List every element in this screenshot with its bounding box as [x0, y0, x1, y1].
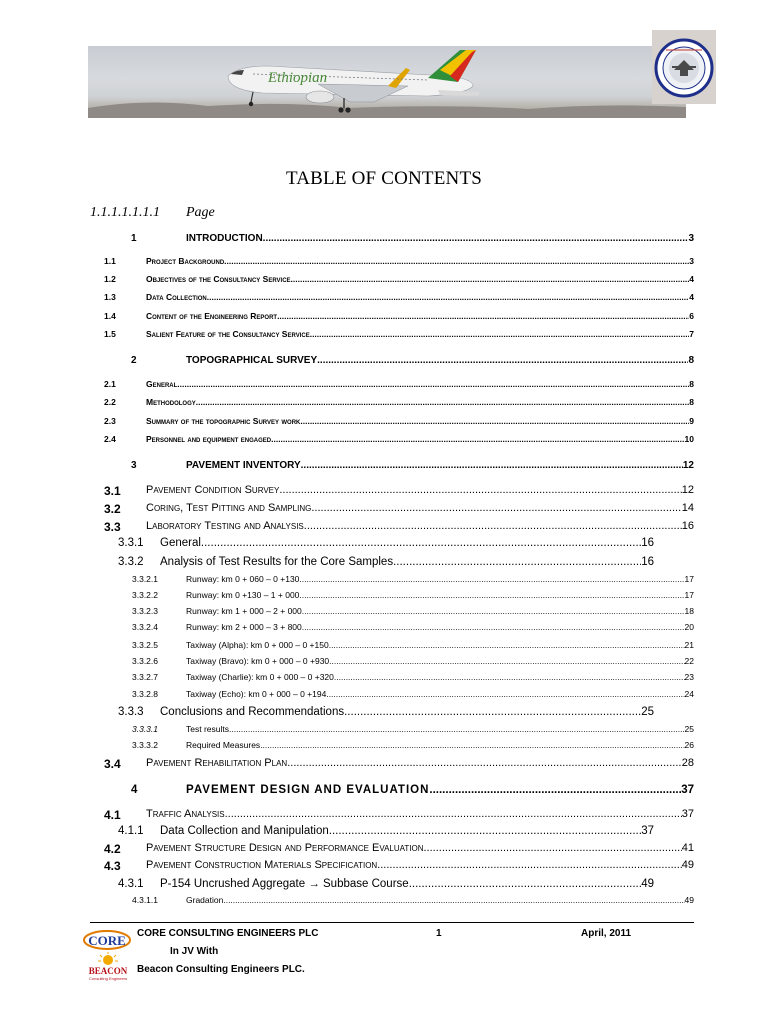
toc-entry-page: 23	[684, 672, 694, 682]
toc-entry-number: 3.3.2.4	[132, 622, 158, 632]
footer-partner: Beacon Consulting Engineers PLC.	[137, 964, 305, 975]
toc-leader-dots	[201, 537, 641, 549]
footer-divider	[90, 922, 694, 923]
toc-entry-page: 26	[684, 740, 694, 750]
toc-entry-title: Taxiway (Bravo): km 0 + 000 – 0 +930	[186, 656, 330, 666]
toc-entry[interactable]	[0, 878, 768, 892]
toc-leader-dots	[279, 484, 681, 496]
toc-entry[interactable]	[0, 689, 768, 703]
footer-jv: In JV With	[170, 946, 219, 957]
toc-entry-page: 16	[641, 537, 654, 549]
toc-entry-title: Taxiway (Echo): km 0 + 000 – 0 +194	[186, 689, 327, 699]
toc-entry-title: Pavement Structure Design and Performance Evaluation	[146, 842, 424, 854]
svg-text:Consulting Engineers: Consulting Engineers	[88, 976, 128, 981]
toc-leader-dots	[393, 556, 641, 568]
toc-entry-title: Objectives of the Consultancy Service	[146, 274, 291, 284]
toc-entry-number: 3.3.3.2	[132, 740, 158, 750]
toc-entry[interactable]	[0, 556, 768, 570]
toc-leader-dots	[291, 274, 690, 284]
toc-entry-title: Project Background	[146, 256, 225, 266]
toc-entry-page: 17	[684, 590, 694, 600]
toc-entry-page: 8	[689, 397, 694, 407]
beacon-logo	[84, 952, 132, 982]
toc-leader-dots	[329, 640, 685, 650]
toc-entry-page: 12	[682, 460, 694, 471]
toc-entry-title: Pavement Rehabilitation Plan	[146, 757, 288, 769]
footer-date: April, 2011	[581, 928, 632, 939]
toc-entry-number: 3.3.3.1	[132, 724, 158, 734]
toc-entry[interactable]	[0, 740, 768, 754]
toc-leader-dots	[229, 724, 685, 734]
toc-entry-title: Pavement Condition Survey	[146, 484, 280, 496]
page-title: TABLE OF CONTENTS	[285, 168, 483, 189]
toc-leader-dots	[302, 606, 685, 616]
core-logo-icon	[82, 928, 132, 952]
toc-leader-dots	[326, 689, 684, 699]
toc-entry[interactable]	[0, 606, 768, 620]
toc-entry-page: 14	[681, 502, 694, 514]
toc-entry-page: 28	[681, 757, 694, 769]
toc-entry-number: 3.3.3	[118, 706, 144, 718]
toc-entry-title: Runway: km 0 + 060 – 0 +130	[186, 574, 300, 584]
toc-entry-title: Taxiway (Charlie): km 0 + 000 – 0 +320	[186, 672, 334, 682]
toc-entry-number: 3.2	[104, 502, 121, 516]
toc-entry-title: Laboratory Testing and Analysis	[146, 520, 304, 532]
toc-entry-page: 16	[641, 556, 654, 568]
toc-entry-number: 3.3.2.6	[132, 656, 158, 666]
toc-entry-title: Runway: km 2 + 000 – 3 + 800	[186, 622, 302, 632]
toc-entry-page: 7	[689, 329, 694, 339]
toc-leader-dots	[207, 292, 690, 302]
toc-entry[interactable]	[0, 672, 768, 686]
heading-page-label: Page	[186, 205, 215, 220]
toc-entry-page: 37	[681, 784, 694, 796]
toc-entry-number: 4.2	[104, 842, 121, 856]
toc-entry-title: Pavement Construction Materials Specification	[146, 859, 378, 871]
toc-entry-number: 3.1	[104, 484, 121, 498]
toc-entry[interactable]	[0, 842, 768, 856]
toc-leader-dots	[224, 256, 689, 266]
toc-entry[interactable]	[0, 590, 768, 604]
toc-entry-page: 49	[681, 859, 694, 871]
footer-page-number: 1	[436, 928, 442, 939]
toc-leader-dots	[334, 672, 685, 682]
toc-entry[interactable]	[0, 379, 768, 393]
toc-leader-dots	[311, 502, 681, 514]
toc-entry-title: Conclusions and Recommendations	[160, 706, 345, 718]
toc-entry[interactable]	[0, 311, 768, 325]
authority-emblem	[652, 30, 716, 104]
toc-entry[interactable]	[0, 274, 768, 288]
toc-entry-number: 4.1	[104, 808, 121, 822]
toc-entry[interactable]	[0, 233, 768, 247]
toc-entry-title: Analysis of Test Results for the Core Samples	[160, 556, 394, 568]
toc-entry[interactable]	[0, 757, 768, 771]
toc-entry[interactable]	[0, 292, 768, 306]
toc-entry-number: 4.3	[104, 859, 121, 873]
toc-entry[interactable]	[0, 622, 768, 636]
toc-entry[interactable]	[0, 825, 768, 839]
toc-entry[interactable]	[0, 397, 768, 411]
toc-entry-number: 4.1.1	[118, 825, 144, 837]
toc-entry-number: 3.3.2.7	[132, 672, 158, 682]
core-logo	[82, 928, 132, 952]
toc-entry[interactable]	[0, 329, 768, 343]
toc-entry[interactable]	[0, 895, 768, 909]
toc-entry-number: 3.3.2	[118, 556, 144, 568]
toc-entry-title: Data Collection and Manipulation	[160, 825, 329, 837]
toc-leader-dots	[299, 574, 684, 584]
toc-entry-title: Runway: km 0 +130 – 1 + 000	[186, 590, 300, 600]
toc-entry-number: 1.4	[104, 311, 116, 321]
toc-entry-page: 17	[684, 574, 694, 584]
toc-entry[interactable]	[0, 784, 768, 798]
toc-leader-dots	[225, 808, 682, 820]
toc-entry-title: PAVEMENT INVENTORY	[186, 460, 301, 471]
toc-entry-number: 1.1	[104, 256, 116, 266]
toc-leader-dots	[301, 460, 683, 471]
toc-entry[interactable]	[0, 502, 768, 516]
toc-entry-title: Salient Feature of the Consultancy Service	[146, 329, 310, 339]
toc-entry-title: INTRODUCTION	[186, 233, 263, 244]
toc-entry-page: 20	[684, 622, 694, 632]
header-banner	[88, 46, 686, 118]
emblem-icon	[652, 30, 716, 104]
toc-leader-dots	[423, 842, 681, 854]
toc-leader-dots	[196, 397, 690, 407]
toc-leader-dots	[177, 379, 689, 389]
toc-entry-number: 3.3.2.3	[132, 606, 158, 616]
toc-entry-number: 3	[131, 460, 137, 471]
toc-entry-page: 6	[689, 311, 694, 321]
toc-entry-title: Traffic Analysis	[146, 808, 225, 820]
toc-leader-dots	[377, 859, 682, 871]
toc-entry-page: 41	[681, 842, 694, 854]
toc-entry-page: 9	[689, 416, 694, 426]
toc-entry[interactable]	[0, 434, 768, 448]
heading-number: 1.1.1.1.1.1.1	[90, 205, 160, 220]
toc-entry-title: Test results	[186, 724, 229, 734]
toc-entry-page: 37	[681, 808, 694, 820]
toc-entry[interactable]	[0, 537, 768, 551]
toc-leader-dots	[302, 622, 685, 632]
toc-entry-page: 22	[684, 656, 694, 666]
toc-leader-dots	[409, 878, 642, 890]
toc-leader-dots	[310, 329, 690, 339]
toc-leader-dots	[300, 416, 689, 426]
toc-entry-title: PAVEMENT DESIGN AND EVALUATION	[186, 784, 430, 796]
svg-text:CORE: CORE	[88, 933, 126, 948]
toc-entry-number: 1.3	[104, 292, 116, 302]
toc-entry-number: 2	[131, 355, 137, 366]
beacon-logo-icon	[84, 952, 132, 982]
toc-entry-page: 8	[689, 379, 694, 389]
toc-entry-title: Taxiway (Alpha): km 0 + 000 – 0 +150	[186, 640, 329, 650]
toc-entry-page: 8	[688, 355, 694, 366]
toc-entry-page: 16	[681, 520, 694, 532]
toc-entry-title: Content of the Engineering Report	[146, 311, 278, 321]
toc-entry-number: 3.3.2.2	[132, 590, 158, 600]
airplane-image	[88, 46, 686, 118]
toc-entry[interactable]	[0, 808, 768, 822]
toc-entry-page: 37	[641, 825, 654, 837]
toc-entry-title: General	[160, 537, 201, 549]
toc-leader-dots	[277, 311, 689, 321]
toc-entry-number: 3.3.1	[118, 537, 144, 549]
toc-entry-number: 2.2	[104, 397, 116, 407]
toc-leader-dots	[344, 706, 641, 718]
toc-entry-title: Required Measures	[186, 740, 261, 750]
toc-entry-page: 3	[689, 256, 694, 266]
toc-heading	[90, 205, 215, 221]
toc-leader-dots	[429, 784, 681, 796]
toc-entry-number: 1.5	[104, 329, 116, 339]
toc-entry-page: 21	[684, 640, 694, 650]
airline-name: Ethiopian	[268, 70, 328, 86]
toc-entry-page: 25	[641, 706, 654, 718]
toc-entry-page: 4	[689, 292, 694, 302]
toc-leader-dots	[304, 520, 682, 532]
toc-entry[interactable]	[0, 484, 768, 498]
toc-leader-dots	[299, 590, 684, 600]
toc-entry-title: Data Collection	[146, 292, 207, 302]
toc-leader-dots	[260, 740, 684, 750]
toc-leader-dots	[223, 895, 684, 905]
toc-entry-title: P-154 Uncrushed Aggregate → Subbase Course	[160, 878, 409, 890]
toc-entry-number: 4.3.1.1	[132, 895, 158, 905]
toc-entry[interactable]	[0, 859, 768, 873]
toc-entry-number: 2.1	[104, 379, 116, 389]
toc-entry-page: 10	[684, 434, 694, 444]
toc-entry-page: 24	[684, 689, 694, 699]
toc-entry[interactable]	[0, 656, 768, 670]
toc-entry-page: 4	[689, 274, 694, 284]
toc-entry-number: 1	[131, 233, 137, 244]
toc-entry-number: 3.4	[104, 757, 121, 771]
toc-entry-number: 3.3.2.8	[132, 689, 158, 699]
toc-entry-title: Coring, Test Pitting and Sampling	[146, 502, 312, 514]
toc-entry-page: 49	[641, 878, 654, 890]
toc-entry-title: Gradation	[186, 895, 224, 905]
toc-entry-page: 49	[684, 895, 694, 905]
toc-entry[interactable]	[0, 574, 768, 588]
toc-entry-page: 12	[681, 484, 694, 496]
toc-leader-dots	[287, 757, 682, 769]
toc-entry[interactable]	[0, 520, 768, 534]
toc-entry-number: 2.3	[104, 416, 116, 426]
toc-entry[interactable]	[0, 416, 768, 430]
toc-leader-dots	[329, 656, 684, 666]
toc-entry-number: 4.3.1	[118, 878, 144, 890]
toc-entry[interactable]	[0, 724, 768, 738]
toc-entry-number: 3.3.2.1	[132, 574, 158, 584]
toc-entry[interactable]	[0, 460, 768, 474]
svg-text:BEACON: BEACON	[88, 966, 128, 976]
toc-entry-number: 4	[131, 784, 138, 796]
toc-leader-dots	[271, 434, 684, 444]
toc-entry-title: General	[146, 379, 178, 389]
toc-leader-dots	[317, 355, 688, 366]
toc-entry-page: 3	[688, 233, 694, 244]
toc-entry[interactable]	[0, 355, 768, 369]
toc-entry-title: Methodology	[146, 397, 196, 407]
toc-entry-number: 3.3	[104, 520, 121, 534]
toc-entry-number: 1.2	[104, 274, 116, 284]
toc-entry-title: TOPOGRAPHICAL SURVEY	[186, 355, 318, 366]
footer-company: CORE CONSULTING ENGINEERS PLC	[137, 928, 319, 939]
toc-entry[interactable]	[0, 706, 768, 720]
toc-entry[interactable]	[0, 256, 768, 270]
toc-entry-title: Runway: km 1 + 000 – 2 + 000	[186, 606, 302, 616]
toc-entry[interactable]	[0, 640, 768, 654]
toc-leader-dots	[329, 825, 641, 837]
toc-entry-page: 18	[684, 606, 694, 616]
toc-entry-title: Personnel and equipment engaged	[146, 434, 272, 444]
toc-entry-title: Summary of the topographic Survey work	[146, 416, 301, 426]
toc-entry-number: 2.4	[104, 434, 116, 444]
toc-entry-number: 3.3.2.5	[132, 640, 158, 650]
toc-entry-page: 25	[684, 724, 694, 734]
toc-leader-dots	[263, 233, 689, 244]
